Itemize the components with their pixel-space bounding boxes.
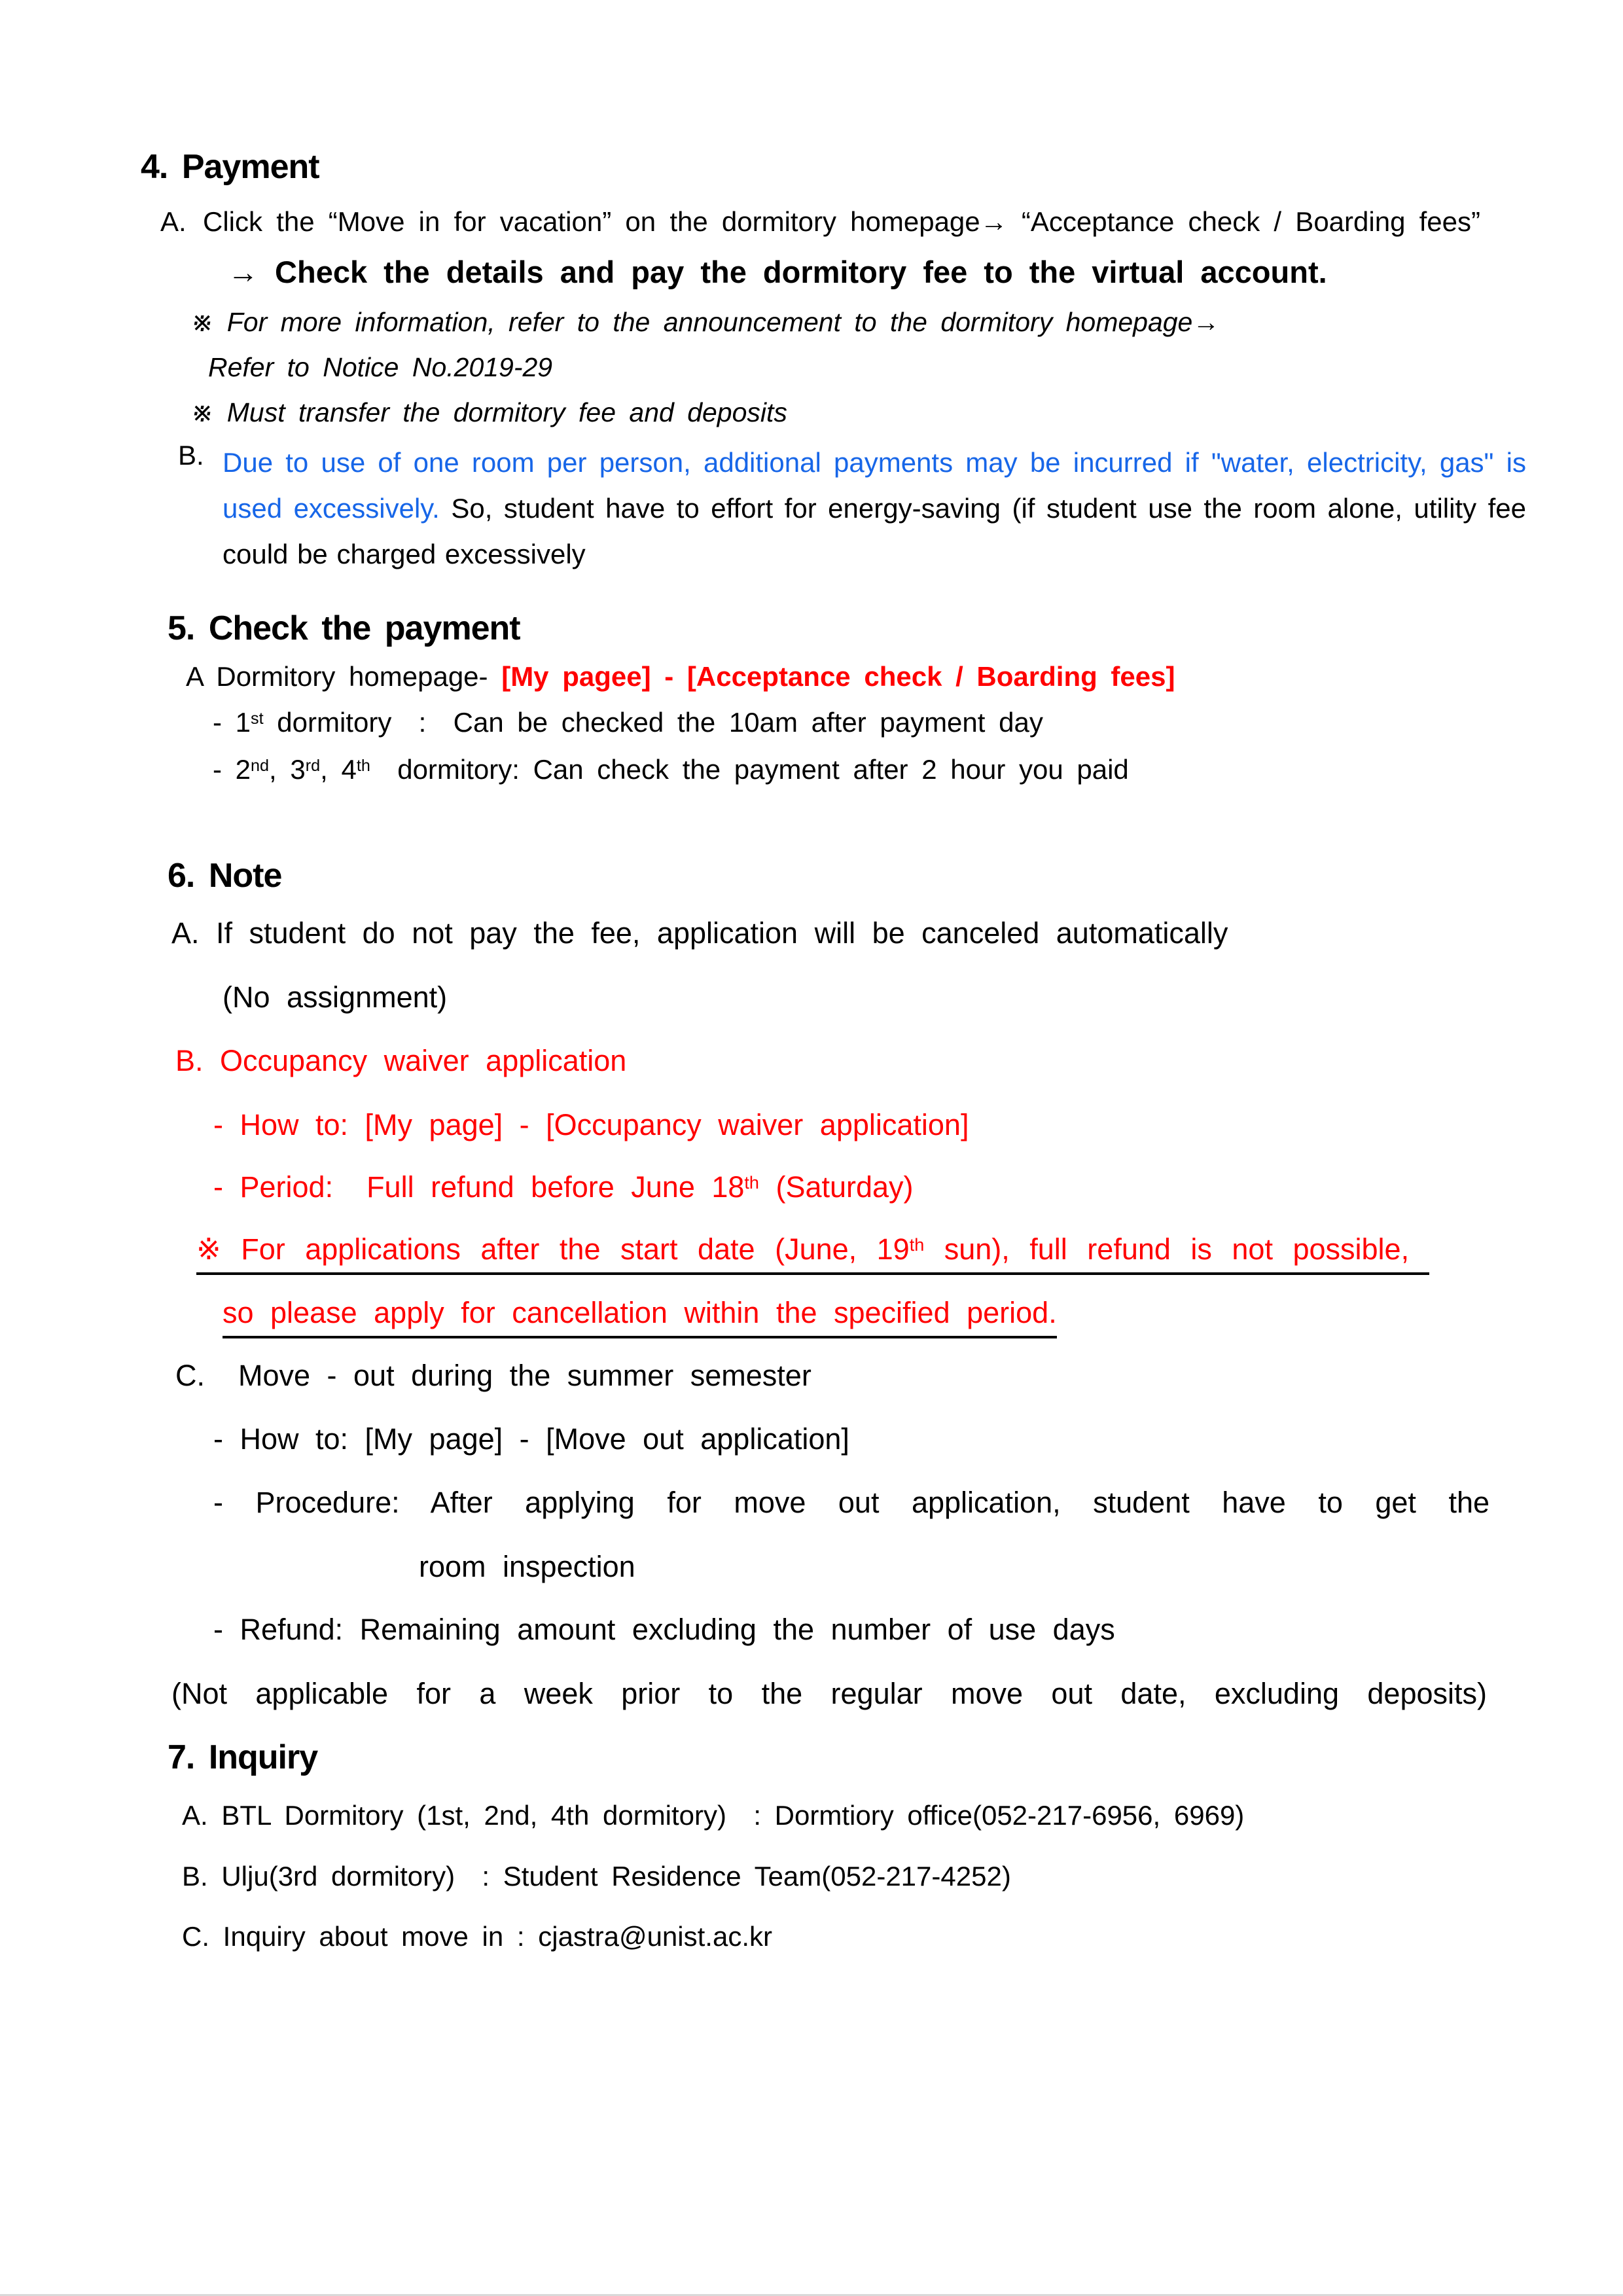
section-4-note-refer-notice: Refer to Notice No.2019-29 (208, 352, 553, 382)
dorm4-text: , 4 (320, 754, 357, 785)
warning-text: ※ For applications after the start date (June, 19 (196, 1232, 910, 1266)
section-5-item-a (186, 661, 1175, 692)
section-5-dorm234-line (213, 754, 1129, 785)
section-6-item-b-period (213, 1170, 914, 1204)
section-4-item-a: Click the “Move in for vacation” on the dormitory homepage→ “Acceptance check / Boarding fees” (203, 206, 1480, 237)
period-text: - Period: Full refund before June 18 (213, 1170, 745, 1204)
dorm1-text: - 1 (213, 707, 251, 738)
section-7-item-c: C. Inquiry about move in : cjastra@unist.ac.kr (182, 1921, 772, 1952)
dorm4-superscript: th (356, 756, 370, 775)
section-4-item-a-label: A. (160, 206, 187, 237)
section-5-item-a-red: [My pagee] - [Acceptance check / Boarding fees] (501, 661, 1175, 692)
section-4-item-b-black-text: So, student have to effort for energy-saving (if student use the room alone, utility fee could be charged excessively (223, 493, 1526, 569)
section-6-refund-warning-line1 (196, 1232, 1429, 1275)
warning-line2-text: so please apply for cancellation within the specified period. (223, 1296, 1057, 1338)
section-4-note-must-transfer: ※ Must transfer the dormitory fee and deposits (191, 397, 787, 427)
warning-text-rest: sun), full refund is not possible, (924, 1232, 1429, 1266)
section-4-item-b (223, 440, 1526, 577)
period-superscript: th (744, 1173, 759, 1193)
section-5-heading: 5. Check the payment (168, 609, 520, 647)
dorm1-superscript: st (251, 709, 264, 728)
period-text-rest: (Saturday) (758, 1170, 914, 1204)
section-4-heading: 4. Payment (141, 148, 319, 186)
section-6-item-a: A. If student do not pay the fee, application will be canceled automatically (171, 916, 1228, 950)
section-6-item-c-procedure: - Procedure: After applying for move out application, student have to get the (213, 1486, 1489, 1519)
section-6-item-b: B. Occupancy waiver application (175, 1044, 627, 1077)
dorm2-text: - 2 (213, 754, 251, 785)
section-6-refund-warning-line2 (223, 1296, 1057, 1338)
section-7-heading: 7. Inquiry (168, 1738, 318, 1776)
section-6-item-c: C. Move - out during the summer semester (175, 1359, 812, 1392)
section-5-dorm1-line (213, 707, 1043, 738)
dorm234-text-rest: dormitory: Can check the payment after 2 hour you paid (370, 754, 1129, 785)
section-6-heading: 6. Note (168, 857, 282, 895)
dorm2-superscript: nd (251, 756, 270, 775)
dorm3-text: , 3 (269, 754, 306, 785)
section-6-item-c-procedure-cont: room inspection (419, 1550, 635, 1583)
section-6-item-a-note: (No assignment) (223, 980, 448, 1014)
section-4-bold-instruction: → Check the details and pay the dormitory fee to the virtual account. (228, 255, 1327, 289)
section-6-item-c-howto: - How to: [My page] - [Move out application] (213, 1422, 849, 1456)
section-5-item-a-black: A Dormitory homepage- (186, 661, 502, 692)
section-6-item-c-refund: - Refund: Remaining amount excluding the number of use days (213, 1613, 1115, 1646)
warning-superscript: th (909, 1235, 925, 1255)
section-7-item-a: A. BTL Dormitory (1st, 2nd, 4th dormitory) : Dormtiory office(052-217-6956, 6969) (182, 1800, 1245, 1831)
section-4-item-b-label: B. (178, 440, 204, 471)
section-4-item-b-blue-text: Due to use of one room per person, additional payments may be incurred if "water, electricity, gas" is used excessively. (223, 447, 1526, 524)
section-6-item-c-note: (Not applicable for a week prior to the regular move out date, excluding deposits) (171, 1677, 1487, 1710)
section-7-item-b: B. Ulju(3rd dormitory) : Student Residence Team(052-217-4252) (182, 1861, 1011, 1892)
dorm3-superscript: rd (305, 756, 321, 775)
section-4-note-more-info: ※ For more information, refer to the announcement to the dormitory homepage→ (191, 307, 1220, 337)
dorm1-text-rest: dormitory : Can be checked the 10am after payment day (263, 707, 1043, 738)
section-6-item-b-howto: - How to: [My page] - [Occupancy waiver application] (213, 1108, 969, 1141)
